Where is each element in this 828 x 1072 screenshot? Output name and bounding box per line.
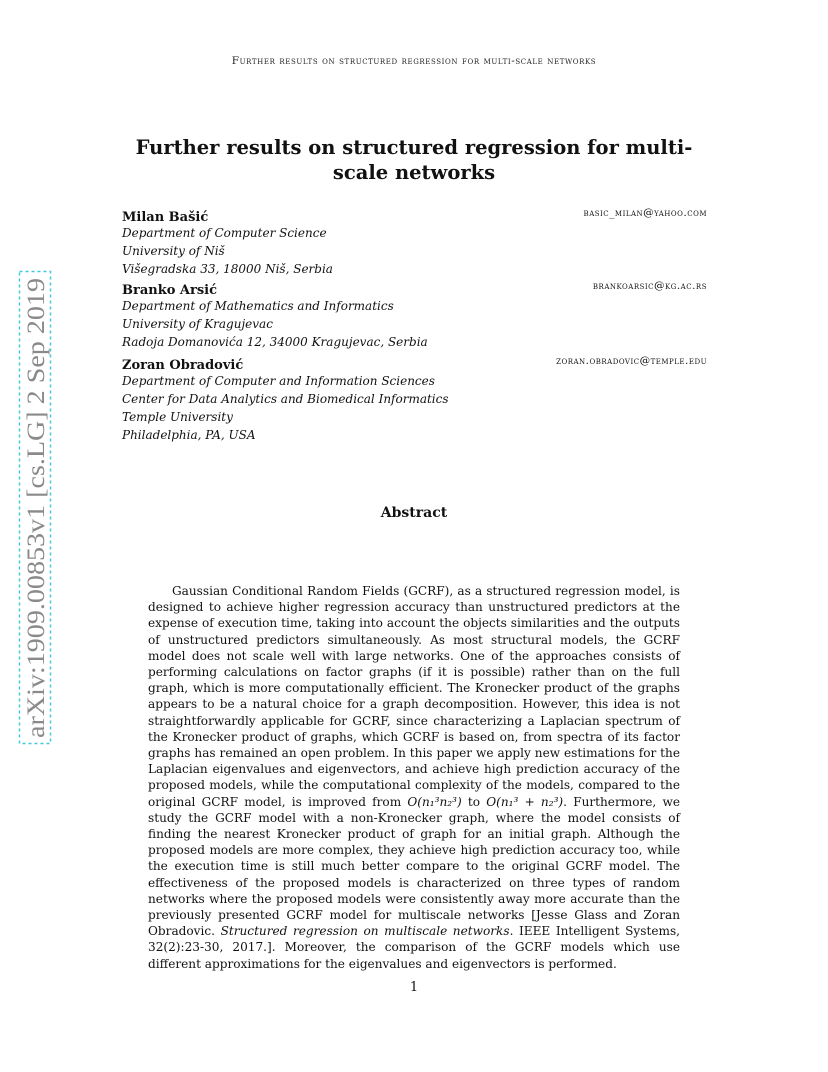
citation-title: Structured regression on multiscale networks [220,924,510,939]
affiliation-line: Višegradska 33, 18000 Niš, Serbia [122,262,333,276]
abstract-text: . Furthermore, we study the GCRF model with a non-Kronecker graph, where the model consists of finding the nearest Kronecker product of graph for an initial graph. Although the proposed models are more complex, they achieve high prediction accuracy too, while the execution time is still much better compare to the original GCRF model. The effectiveness of the proposed models is characterized on three types of random networks where the proposed models were consistently away more accurate than the previously presented GCRF model for multiscale networks [Jesse Glass and Zoran Obradovic. [148,794,680,939]
author-email: zoran.obradovic@temple.edu [556,355,707,367]
author-name: Branko Arsić [122,283,218,298]
abstract-paragraph [148,583,680,972]
abstract-text: Gaussian Conditional Random Fields (GCRF), as a structured regression model, is designed to achieve higher regression accuracy than unstructured predictors at the expense of execution time, taking into account the objects similarities and the outputs of unstructured predictors simultaneously. As most structural models, the GCRF model does not scale well with large networks. One of the approaches consists of performing calculations on factor graphs (if it is possible) rather than on the full graph, which is more computationally efficient. The Kronecker product of the graphs appears to be a natural choice for a graph decomposition. However, this idea is not straightforwardly applicable for GCRF, since characterizing a Laplacian spectrum of the Kronecker product of graphs, which GCRF is based on, from spectra of its factor graphs has remained an open problem. In this paper we apply new estimations for the Laplacian eigenvalues and eigenvectors, and achieve high prediction accuracy of the proposed models, while the computational complexity of the models, compared to the original GCRF model, is improved from [148,584,680,809]
abstract-body [148,583,680,972]
affiliation-line: Center for Data Analytics and Biomedical Informatics [122,392,449,406]
paper-title: Further results on structured regression for multi-scale networks [135,136,693,184]
affiliation-line: Department of Computer and Information Sciences [122,374,435,388]
affiliation-line: University of Kragujevac [122,317,273,331]
author-block-3 [122,354,707,444]
page-number: 1 [409,980,419,995]
running-head: Further results on structured regression for multi-scale networks [231,55,597,67]
abstract-text: to [461,794,487,809]
affiliation-line: Temple University [122,410,233,424]
affiliation-line: Department of Computer Science [122,226,327,240]
author-block-2 [122,279,707,351]
affiliation-line: University of Niš [122,244,225,258]
arxiv-stamp-text: arXiv:1909.00853v1 [cs.LG] 2 Sep 2019 [23,328,50,738]
complexity-improved: O(n₁³ + n₂³) [486,794,564,809]
author-email: basic_milan@yahoo.com [583,207,707,219]
author-block-1 [122,206,707,278]
complexity-original: O(n₁³n₂³) [407,794,462,809]
affiliation-line: Philadelphia, PA, USA [122,428,256,442]
author-email: brankoarsic@kg.ac.rs [592,280,707,292]
abstract-heading: Abstract [380,505,448,521]
affiliation-line: Department of Mathematics and Informatics [122,299,394,313]
affiliation-line: Radoja Domanovića 12, 34000 Kragujevac, Serbia [122,335,428,349]
abstract-text: . IEEE Intelligent Systems, 32(2):23-30, 2017.]. Moreover, the comparison of the GCRF models which use different approximations for the eigenvalues and eigenvectors is performed. [148,924,680,971]
author-name: Zoran Obradović [122,358,244,373]
author-name: Milan Bašić [122,210,209,225]
